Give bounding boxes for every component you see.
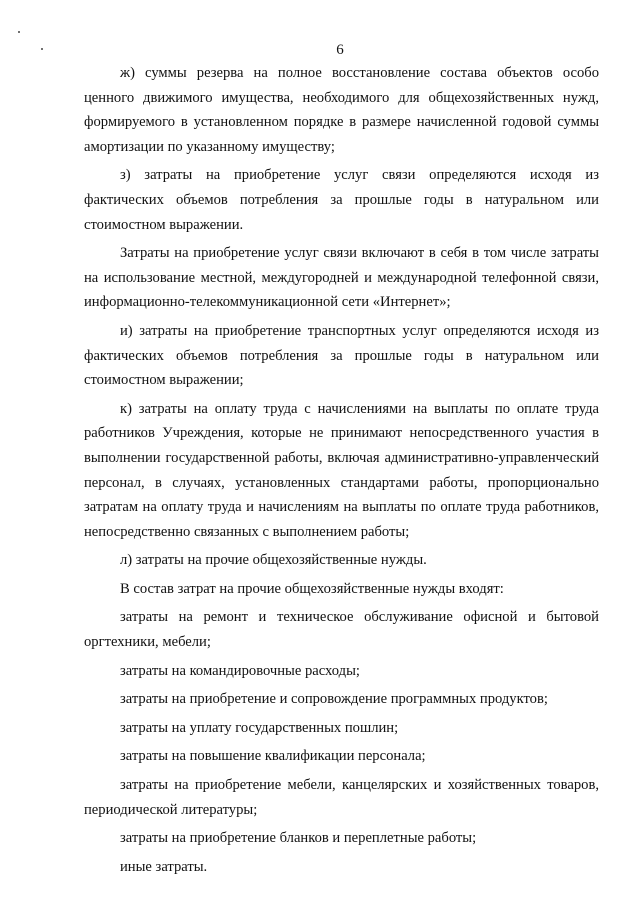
list-item-travel: затраты на командировочные расходы; <box>120 662 360 679</box>
document-body <box>84 61 599 879</box>
page-number: 6 <box>336 42 344 58</box>
paragraph-communication-costs: Затраты на приобретение услуг связи включают в себя в том числе затраты на использование местной, междугородней и международной телефонной связи, информационно-телекоммуникационной сети «Интернет»; <box>84 245 599 311</box>
list-item-duties: затраты на уплату государственных пошлин; <box>120 719 399 736</box>
list-item-furniture: затраты на приобретение мебели, канцелярских и хозяйственных товаров, периодической литературы; <box>84 777 599 818</box>
list-item-other: иные затраты. <box>120 858 208 875</box>
paragraph-composition: В состав затрат на прочие общехозяйственные нужды входят: <box>120 580 504 597</box>
paragraph-l: л) затраты на прочие общехозяйственные нужды. <box>120 552 427 569</box>
paragraph-z: з) затраты на приобретение услуг связи определяются исходя из фактических объемов потребления за прошлые годы в натуральном или стоимостном выражении. <box>84 167 599 233</box>
paragraph-k: к) затраты на оплату труда с начислениями на выплаты по оплате труда работников Учреждения, которые не принимают непосредственного участия в выполнении государственной работы, включая административно-управленческий персонал, в случаях, установленных стандартами работы, пропорционально затратам на оплату труда и начислениям на выплаты по оплате труда работников, непосредственно связанных с выполнением работы; <box>84 400 599 540</box>
paragraph-i: и) затраты на приобретение транспортных услуг определяются исходя из фактических объемов потребления за прошлые годы в натуральном или стоимостном выражении; <box>84 322 599 389</box>
list-item-forms: затраты на приобретение бланков и переплетные работы; <box>120 830 477 847</box>
scan-speck <box>18 31 20 33</box>
list-item-software: затраты на приобретение и сопровождение программных продуктов; <box>120 691 548 708</box>
list-item-repair: затраты на ремонт и техническое обслуживание офисной и бытовой оргтехники, мебели; <box>84 609 599 651</box>
list-item-training: затраты на повышение квалификации персонала; <box>120 748 426 765</box>
paragraph-zh: ж) суммы резерва на полное восстановление состава объектов особо ценного движимого имущества, необходимого для общехозяйственных нужд, формируемого в установленном порядке в размере начисленной годовой суммы амортизации по указанному имуществу; <box>84 65 599 155</box>
